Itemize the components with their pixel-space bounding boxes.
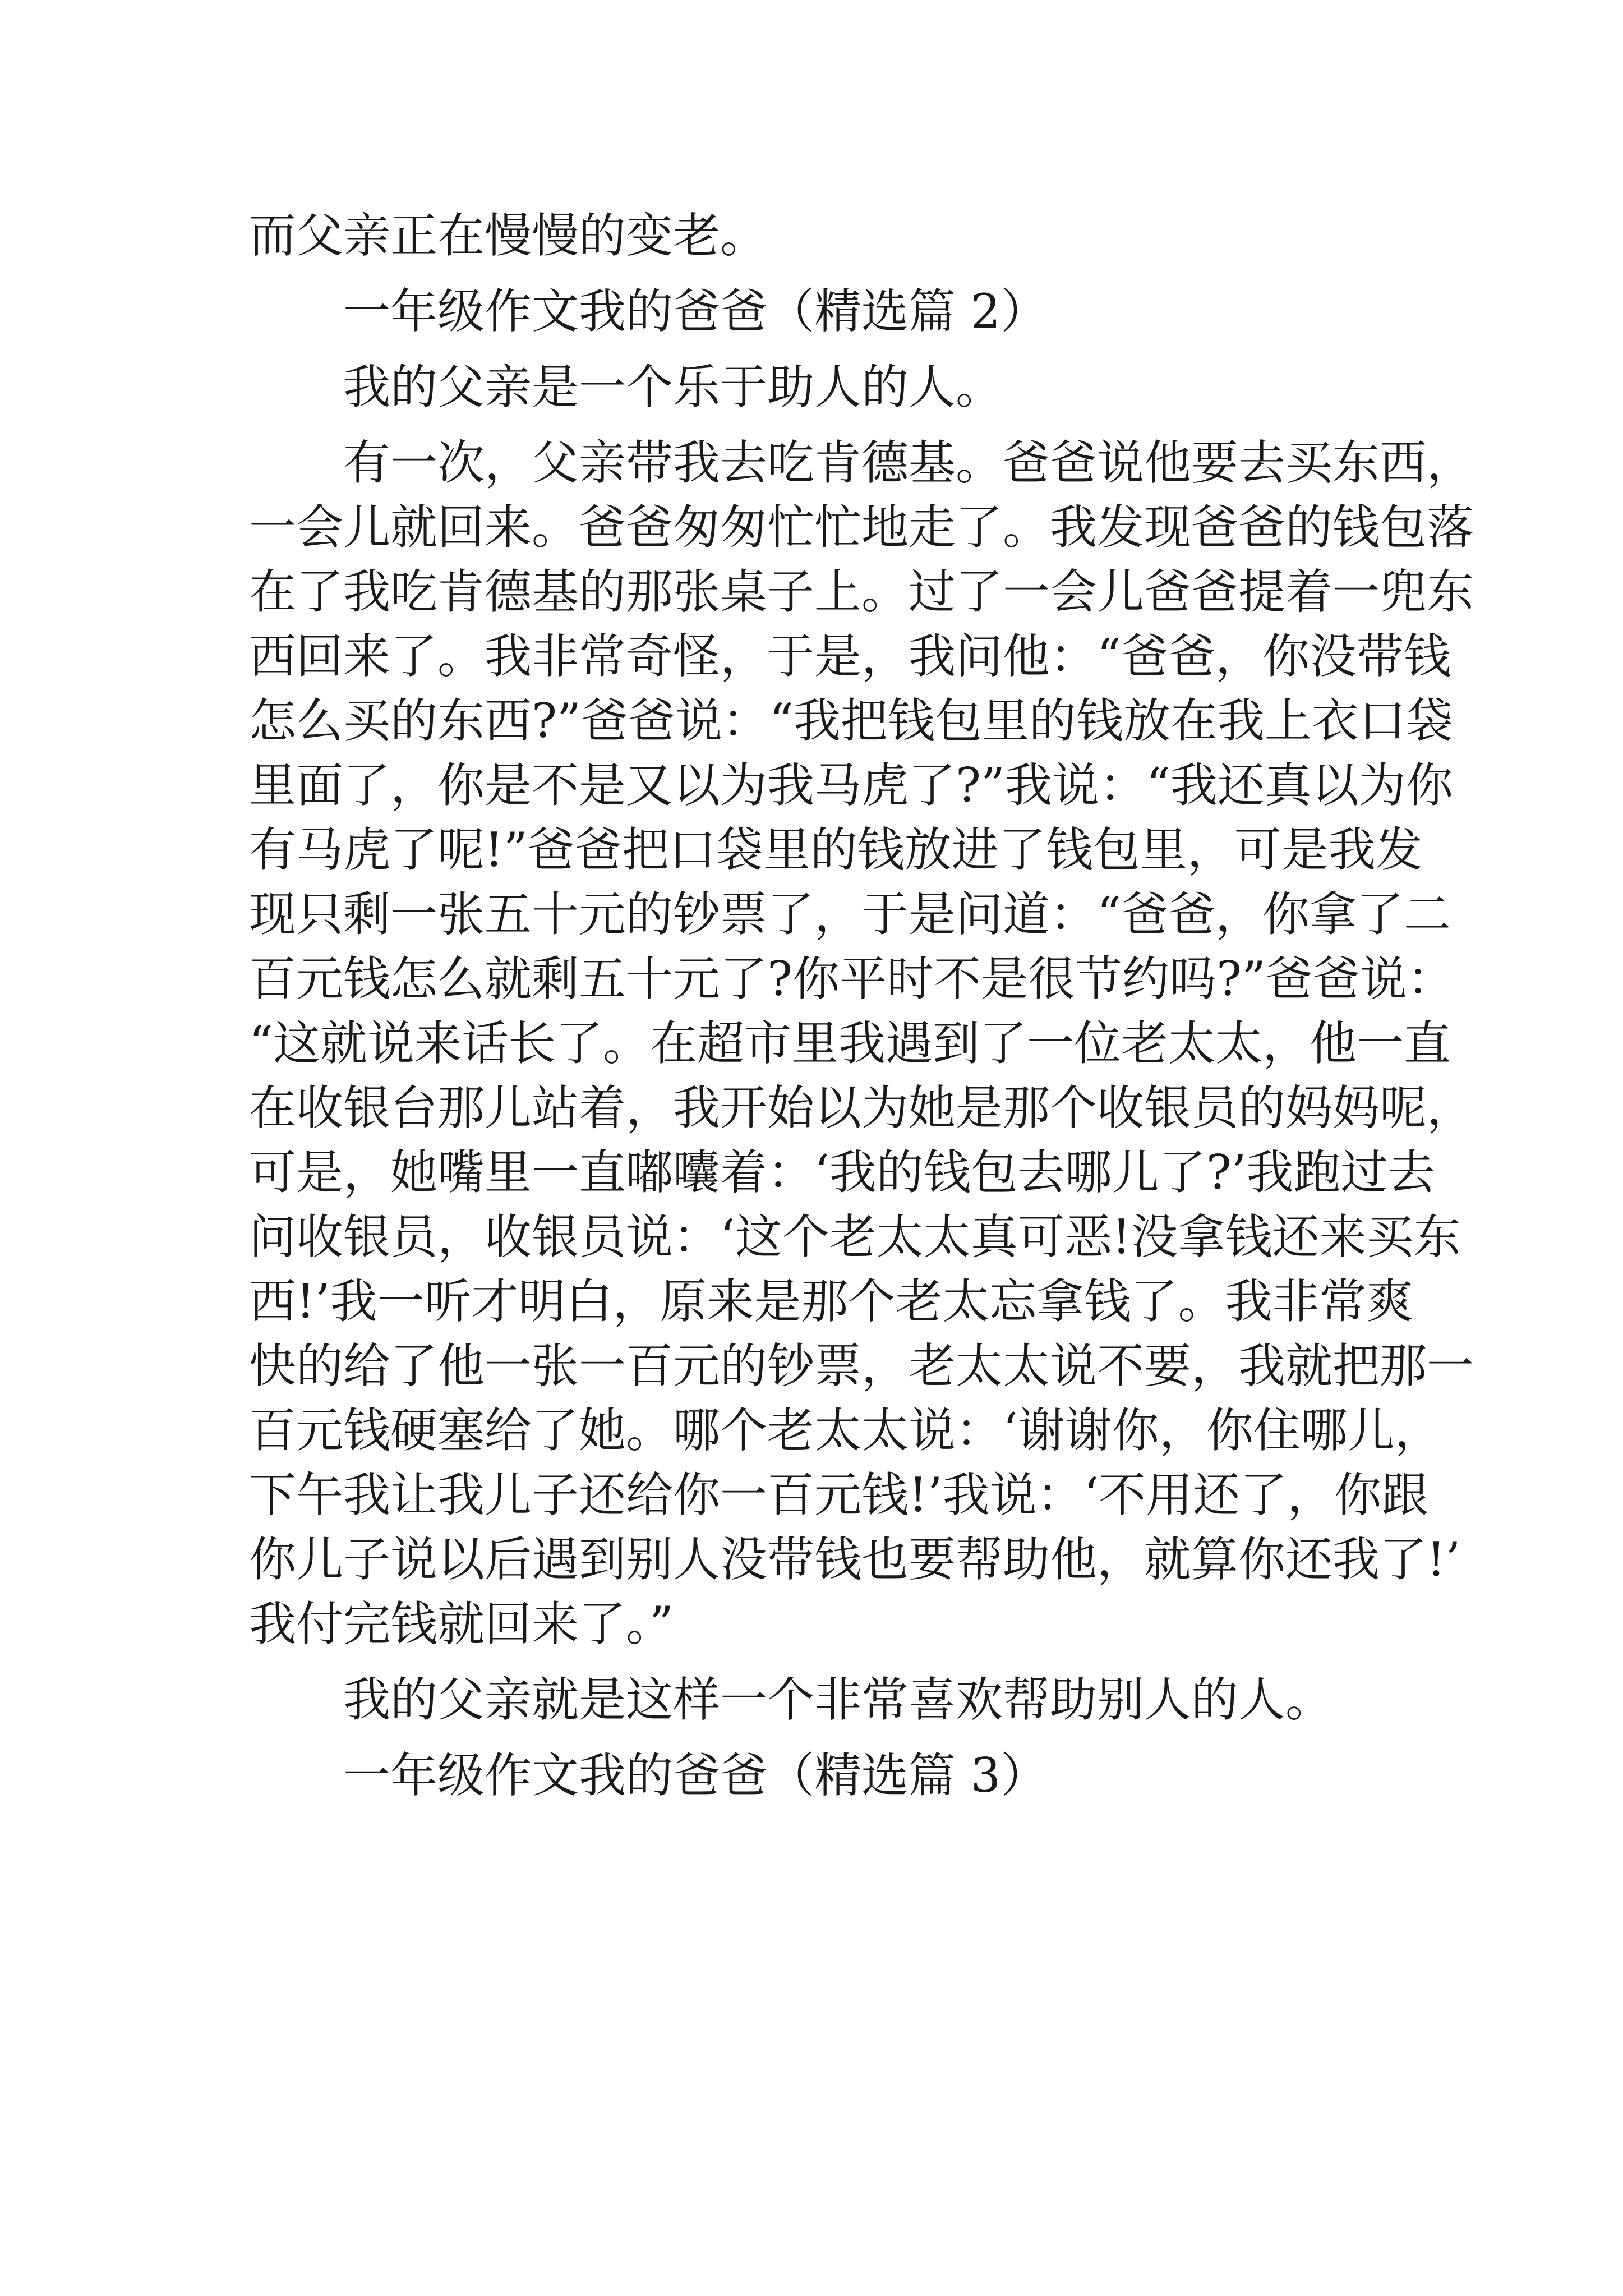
document-body bbox=[249, 204, 1474, 1808]
text-line: 我付完钱就回来了。” bbox=[249, 1596, 674, 1651]
text-line: 可是，她嘴里一直嘟囔着：‘我的钱包去哪儿了?’我跑过去 bbox=[249, 1145, 1435, 1200]
text-line: “这就说来话长了。在超市里我遇到了一位老太太，他一直 bbox=[249, 1016, 1451, 1071]
text-line: 下午我让我儿子还给你一百元钱!’我说：‘不用还了，你跟 bbox=[249, 1467, 1429, 1522]
text-line: 里面了，你是不是又以为我马虎了?”我说：“我还真以为你 bbox=[249, 758, 1453, 813]
text-line: 快的给了他一张一百元的钞票，老太太说不要，我就把那一 bbox=[249, 1338, 1474, 1393]
section-heading: 一年级作文我的爸爸（精选篇 2） bbox=[343, 284, 1048, 339]
text-line: 百元钱怎么就剩五十元了?你平时不是很节约吗?”爸爸说： bbox=[249, 951, 1455, 1006]
text-line: 有一次，父亲带我去吃肯德基。爸爸说他要去买东西， bbox=[343, 435, 1474, 490]
text-line: 有马虎了呢!”爸爸把口袋里的钱放进了钱包里，可是我发 bbox=[249, 822, 1423, 877]
text-line: 西!’我一听才明白，原来是那个老太忘拿钱了。我非常爽 bbox=[249, 1274, 1414, 1329]
text-line: 而父亲正在慢慢的变老。 bbox=[249, 208, 768, 263]
text-line: 我的父亲是一个乐于助人的人。 bbox=[343, 360, 1003, 415]
text-line: 在了我吃肯德基的那张桌子上。过了一会儿爸爸提着一兜东 bbox=[249, 564, 1474, 619]
text-line: 怎么买的东西?”爸爸说：“我把钱包里的钱放在我上衣口袋 bbox=[249, 693, 1453, 748]
text-line: 在收银台那儿站着，我开始以为她是那个收银员的妈妈呢， bbox=[249, 1080, 1474, 1135]
text-line: 一会儿就回来。爸爸匆匆忙忙地走了。我发现爸爸的钱包落 bbox=[249, 500, 1474, 555]
text-line: 问收银员，收银员说：‘这个老太太真可恶!没拿钱还来买东 bbox=[249, 1209, 1461, 1264]
text-line: 你儿子说以后遇到别人没带钱也要帮助他，就算你还我了!’ bbox=[249, 1532, 1461, 1587]
text-line: 西回来了。我非常奇怪，于是，我问他：“爸爸，你没带钱 bbox=[249, 629, 1451, 684]
text-line: 百元钱硬塞给了她。哪个老太太说：‘谢谢你，你住哪儿， bbox=[249, 1403, 1442, 1458]
text-line: 现只剩一张五十元的钞票了，于是问道：“爸爸，你拿了二 bbox=[249, 887, 1451, 942]
text-line: 我的父亲就是这样一个非常喜欢帮助别人的人。 bbox=[343, 1672, 1333, 1727]
section-heading: 一年级作文我的爸爸（精选篇 3） bbox=[343, 1748, 1048, 1803]
